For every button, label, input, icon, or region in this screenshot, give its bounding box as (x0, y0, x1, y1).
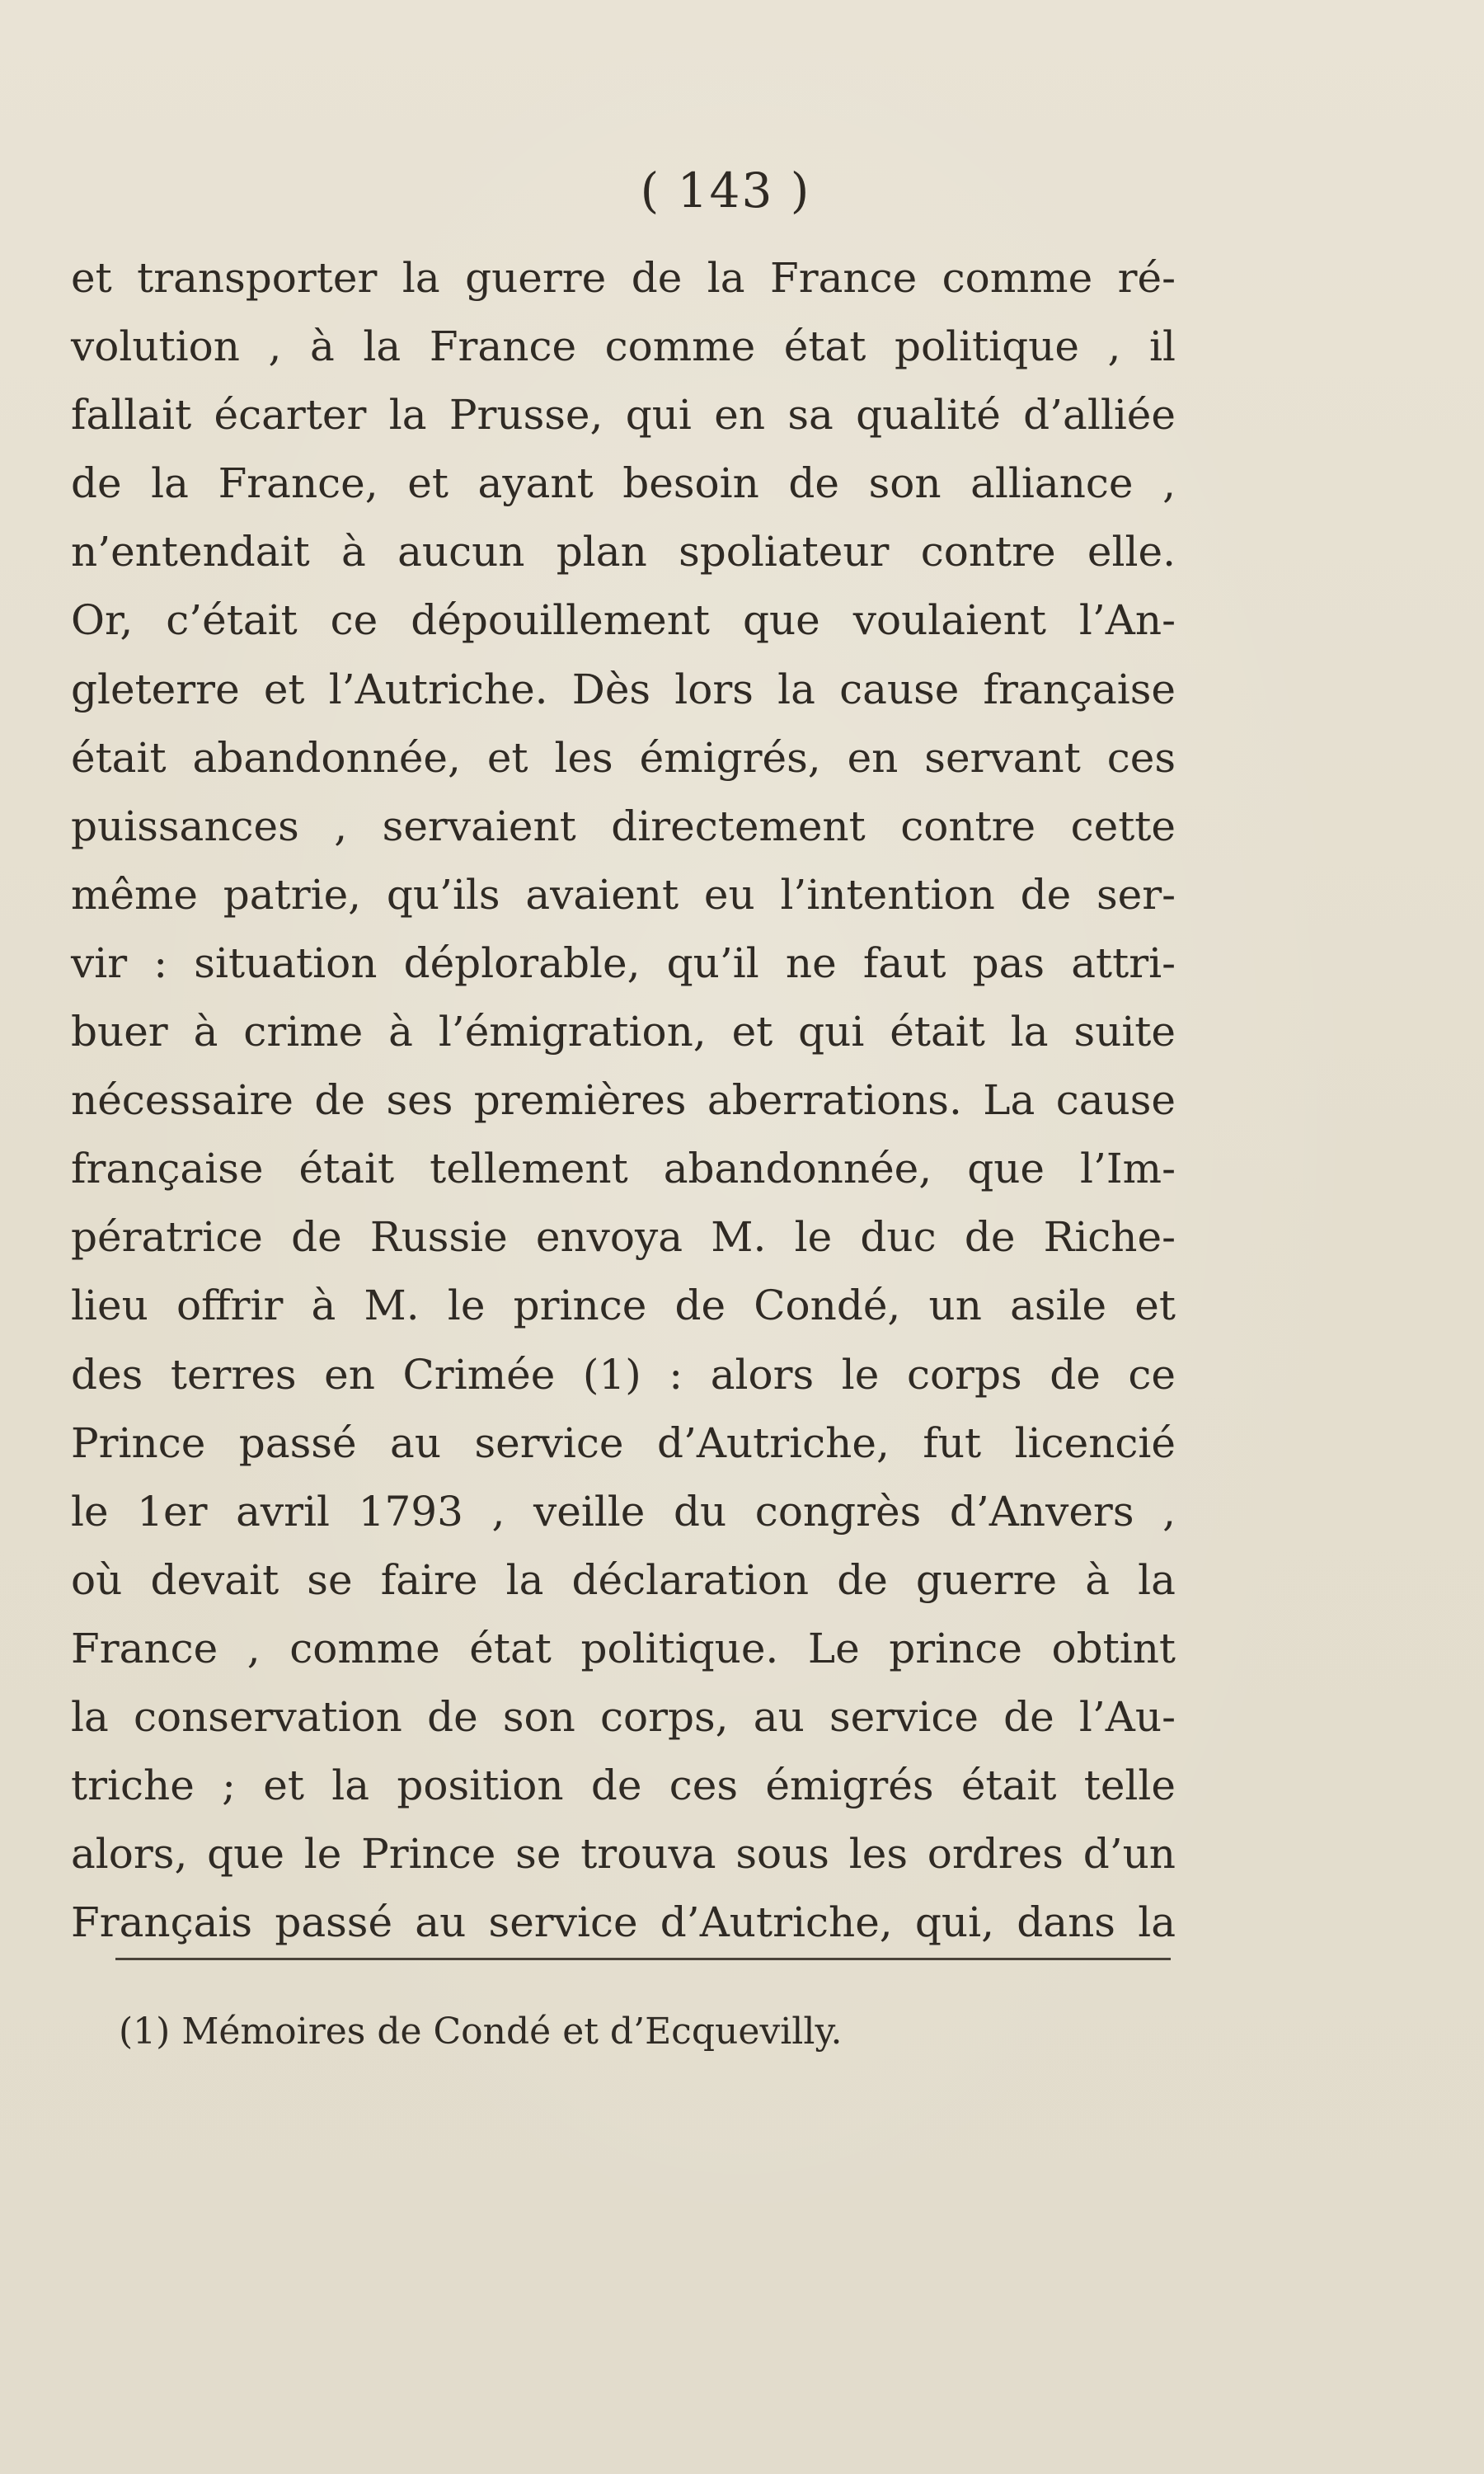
text-line: la conservation de son corps, au service de l’Au- (71, 1692, 1176, 1741)
footnote: (1) Mémoires de Condé et d’Ecquevilly. (119, 2011, 843, 2053)
text-line: fallait écarter la Prusse, qui en sa qualité d’alliée (71, 391, 1176, 440)
body-text (71, 244, 1176, 1957)
text-line: même patrie, qu’ils avaient eu l’intention de ser- (71, 870, 1176, 919)
text-line: et transporter la guerre de la France comme ré- (71, 254, 1176, 302)
text-line: Prince passé au service d’Autriche, fut licencié (71, 1418, 1176, 1467)
text-line: n’entendait à aucun plan spoliateur contre elle. (71, 528, 1176, 576)
text-line: des terres en Crimée (1) : alors le corps de ce (71, 1350, 1176, 1399)
text-line: volution , à la France comme état politique , il (71, 322, 1176, 371)
text-line: buer à crime à l’émigration, et qui était la suite (71, 1008, 1176, 1056)
text-line: le 1er avril 1793 , veille du congrès d’Anvers , (71, 1487, 1176, 1536)
text-line: vir : situation déplorable, qu’il ne faut pas attri- (71, 938, 1176, 987)
text-line: pératrice de Russie envoya M. le duc de Riche- (71, 1213, 1176, 1262)
text-line: alors, que le Prince se trouva sous les ordres d’un (71, 1830, 1176, 1879)
text-line: où devait se faire la déclaration de guerre à la (71, 1555, 1176, 1604)
text-line: lieu offrir à M. le prince de Condé, un asile et (71, 1282, 1176, 1330)
text-line: triche ; et la position de ces émigrés était telle (71, 1761, 1176, 1810)
text-line: nécessaire de ses premières aberrations. La cause (71, 1076, 1176, 1125)
text-line: française était tellement abandonnée, que l’Im- (71, 1145, 1176, 1193)
text-line: était abandonnée, et les émigrés, en servant ces (71, 733, 1176, 782)
page-number: ( 143 ) (640, 162, 811, 219)
text-line: Français passé au service d’Autriche, qui, dans la (71, 1898, 1176, 1947)
footnote-divider (115, 1958, 1171, 1960)
text-line: France , comme état politique. Le prince obtint (71, 1624, 1176, 1672)
text-line: puissances , servaient directement contre cette (71, 802, 1176, 850)
text-line: gleterre et l’Autriche. Dès lors la cause française (71, 665, 1176, 713)
text-line: Or, c’était ce dépouillement que voulaient l’An- (71, 596, 1176, 645)
text-line: de la France, et ayant besoin de son alliance , (71, 459, 1176, 508)
